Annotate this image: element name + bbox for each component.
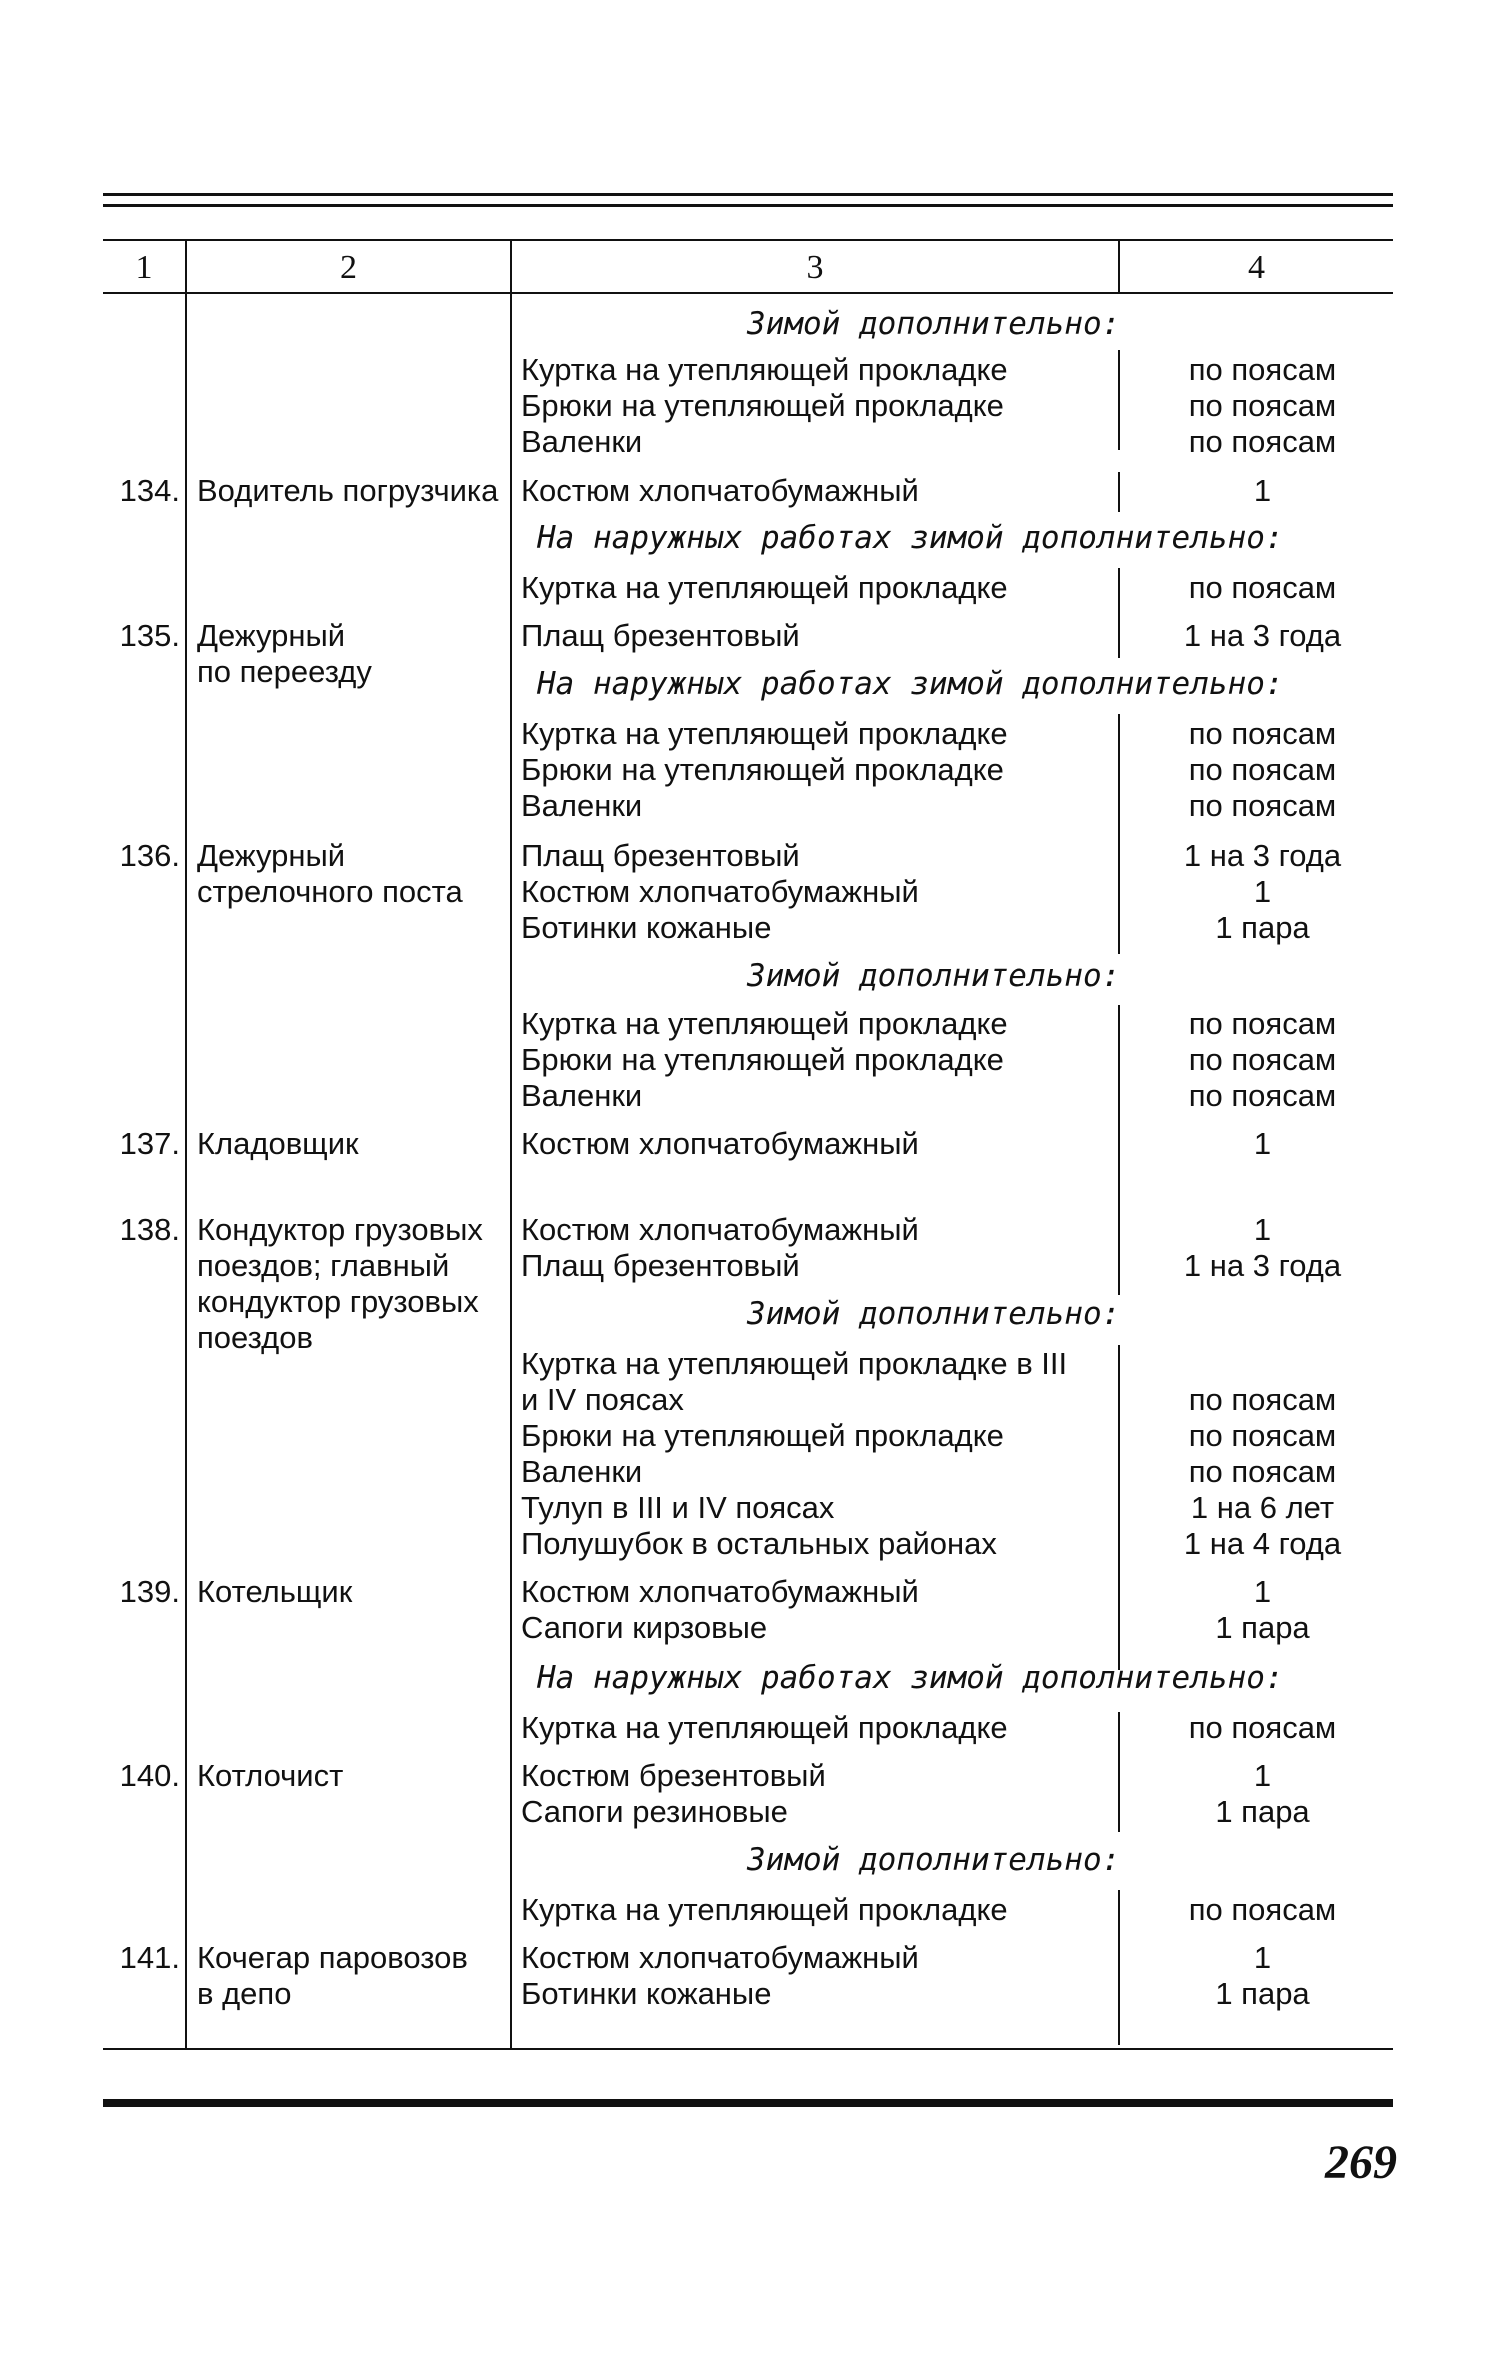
item: Костюм хлопчатобумажный bbox=[521, 473, 919, 508]
quantity: 1 на 3 года bbox=[1183, 838, 1342, 873]
profession-name: Дежурный bbox=[197, 838, 346, 873]
subheading-outdoor-winter: На наружных работах зимой дополнительно: bbox=[537, 520, 1284, 556]
quantity: по поясам bbox=[1188, 1892, 1337, 1927]
item: Валенки bbox=[521, 424, 643, 459]
top-double-rule-2 bbox=[103, 204, 1393, 207]
col-divider-3-seg bbox=[1118, 1005, 1120, 1295]
quantity: 1 bbox=[1253, 1212, 1272, 1247]
item: и IV поясах bbox=[521, 1382, 684, 1417]
item: Костюм хлопчатобумажный bbox=[521, 1126, 919, 1161]
item: Ботинки кожаные bbox=[521, 910, 772, 945]
quantity: по поясам bbox=[1188, 1382, 1337, 1417]
column-header-3: 3 bbox=[806, 249, 824, 286]
item: Брюки на утепляющей прокладке bbox=[521, 1042, 1004, 1077]
quantity: 1 bbox=[1253, 473, 1272, 508]
item: Плащ брезентовый bbox=[521, 618, 800, 653]
item: Костюм хлопчатобумажный bbox=[521, 1574, 919, 1609]
item: Валенки bbox=[521, 788, 643, 823]
header-bottom-rule bbox=[103, 292, 1393, 294]
subheading-outdoor-winter: На наружных работах зимой дополнительно: bbox=[537, 666, 1284, 702]
profession-name: стрелочного поста bbox=[197, 874, 463, 909]
quantity: по поясам bbox=[1188, 388, 1337, 423]
col-divider-1 bbox=[185, 239, 187, 2049]
item: Куртка на утепляющей прокладке bbox=[521, 352, 1008, 387]
table-bottom-rule bbox=[103, 2048, 1393, 2050]
subheading-winter: Зимой дополнительно: bbox=[747, 1842, 1121, 1878]
item: Костюм хлопчатобумажный bbox=[521, 874, 919, 909]
item: Ботинки кожаные bbox=[521, 1976, 772, 2011]
col-divider-3-seg bbox=[1118, 472, 1120, 512]
subheading-outdoor-winter: На наружных работах зимой дополнительно: bbox=[537, 1660, 1284, 1696]
item: Брюки на утепляющей прокладке bbox=[521, 752, 1004, 787]
item: Тулуп в III и IV поясах bbox=[521, 1490, 835, 1525]
quantity: 1 пара bbox=[1215, 1794, 1310, 1829]
row-number: 136. bbox=[119, 838, 180, 873]
item: Куртка на утепляющей прокладке bbox=[521, 1710, 1008, 1745]
page-number: 269 bbox=[1325, 2136, 1397, 2189]
col-divider-3-seg bbox=[1118, 568, 1120, 658]
quantity: 1 на 3 года bbox=[1183, 1248, 1342, 1283]
profession-name: Дежурный bbox=[197, 618, 346, 653]
item: Костюм хлопчатобумажный bbox=[521, 1940, 919, 1975]
quantity: по поясам bbox=[1188, 1006, 1337, 1041]
profession-name: Котлочист bbox=[197, 1758, 344, 1793]
quantity: 1 bbox=[1253, 1574, 1272, 1609]
item: Костюм брезентовый bbox=[521, 1758, 826, 1793]
col-divider-3-seg bbox=[1118, 350, 1120, 450]
row-number: 134. bbox=[119, 473, 180, 508]
row-number: 139. bbox=[119, 1574, 180, 1609]
col-divider-3-seg bbox=[1118, 1345, 1120, 1670]
quantity: по поясам bbox=[1188, 752, 1337, 787]
row-number: 135. bbox=[119, 618, 180, 653]
item: Валенки bbox=[521, 1078, 643, 1113]
item: Куртка на утепляющей прокладке в III bbox=[521, 1346, 1068, 1381]
col-divider-3-seg bbox=[1118, 1890, 1120, 2045]
quantity: по поясам bbox=[1188, 1710, 1337, 1745]
footer-thick-rule bbox=[103, 2099, 1393, 2107]
column-header-4: 4 bbox=[1248, 249, 1265, 286]
profession-name: кондуктор грузовых bbox=[197, 1284, 479, 1319]
column-header-1: 1 bbox=[135, 249, 153, 286]
row-number: 140. bbox=[119, 1758, 180, 1793]
profession-name: Кондуктор грузовых bbox=[197, 1212, 483, 1247]
profession-name: Кочегар паровозов bbox=[197, 1940, 468, 1975]
quantity: 1 пара bbox=[1215, 1976, 1310, 2011]
col-divider-3-seg bbox=[1118, 714, 1120, 954]
quantity: 1 bbox=[1253, 1940, 1272, 1975]
top-double-rule-1 bbox=[103, 193, 1393, 196]
quantity: по поясам bbox=[1188, 1454, 1337, 1489]
item: Костюм хлопчатобумажный bbox=[521, 1212, 919, 1247]
quantity: 1 bbox=[1253, 1758, 1272, 1793]
quantity: 1 пара bbox=[1215, 910, 1310, 945]
subheading-winter: Зимой дополнительно: bbox=[747, 306, 1121, 342]
quantity: по поясам bbox=[1188, 1078, 1337, 1113]
header-top-rule bbox=[103, 239, 1393, 241]
profession-name: Кладовщик bbox=[197, 1126, 359, 1161]
item: Сапоги кирзовые bbox=[521, 1610, 768, 1645]
item: Куртка на утепляющей прокладке bbox=[521, 1006, 1008, 1041]
quantity: по поясам bbox=[1188, 716, 1337, 751]
row-number: 141. bbox=[119, 1940, 180, 1975]
quantity: 1 на 3 года bbox=[1183, 618, 1342, 653]
item: Брюки на утепляющей прокладке bbox=[521, 388, 1004, 423]
item: Брюки на утепляющей прокладке bbox=[521, 1418, 1004, 1453]
quantity: по поясам bbox=[1188, 1418, 1337, 1453]
profession-name: Котельщик bbox=[197, 1574, 353, 1609]
profession-name: по переезду bbox=[197, 654, 372, 689]
quantity: по поясам bbox=[1188, 424, 1337, 459]
column-header-2: 2 bbox=[340, 249, 357, 286]
quantity: 1 на 6 лет bbox=[1190, 1490, 1335, 1525]
item: Куртка на утепляющей прокладке bbox=[521, 716, 1008, 751]
row-number: 137. bbox=[119, 1126, 180, 1161]
quantity: 1 на 4 года bbox=[1183, 1526, 1342, 1561]
quantity: по поясам bbox=[1188, 570, 1337, 605]
quantity: по поясам bbox=[1188, 788, 1337, 823]
col-divider-2 bbox=[510, 239, 512, 2049]
item: Плащ брезентовый bbox=[521, 838, 800, 873]
item: Куртка на утепляющей прокладке bbox=[521, 570, 1008, 605]
item: Сапоги резиновые bbox=[521, 1794, 788, 1829]
quantity: 1 bbox=[1253, 874, 1272, 909]
quantity: по поясам bbox=[1188, 1042, 1337, 1077]
col-divider-3-seg bbox=[1118, 1712, 1120, 1832]
subheading-winter: Зимой дополнительно: bbox=[747, 1296, 1121, 1332]
quantity: 1 пара bbox=[1215, 1610, 1310, 1645]
profession-name: поездов bbox=[197, 1320, 313, 1355]
item: Валенки bbox=[521, 1454, 643, 1489]
row-number: 138. bbox=[119, 1212, 180, 1247]
item: Полушубок в остальных районах bbox=[521, 1526, 997, 1561]
quantity: по поясам bbox=[1188, 352, 1337, 387]
subheading-winter: Зимой дополнительно: bbox=[747, 958, 1121, 994]
profession-name: Водитель погрузчика bbox=[197, 473, 499, 508]
profession-name: в депо bbox=[197, 1976, 292, 2011]
item: Плащ брезентовый bbox=[521, 1248, 800, 1283]
profession-name: поездов; главный bbox=[197, 1248, 450, 1283]
quantity: 1 bbox=[1253, 1126, 1272, 1161]
item: Куртка на утепляющей прокладке bbox=[521, 1892, 1008, 1927]
